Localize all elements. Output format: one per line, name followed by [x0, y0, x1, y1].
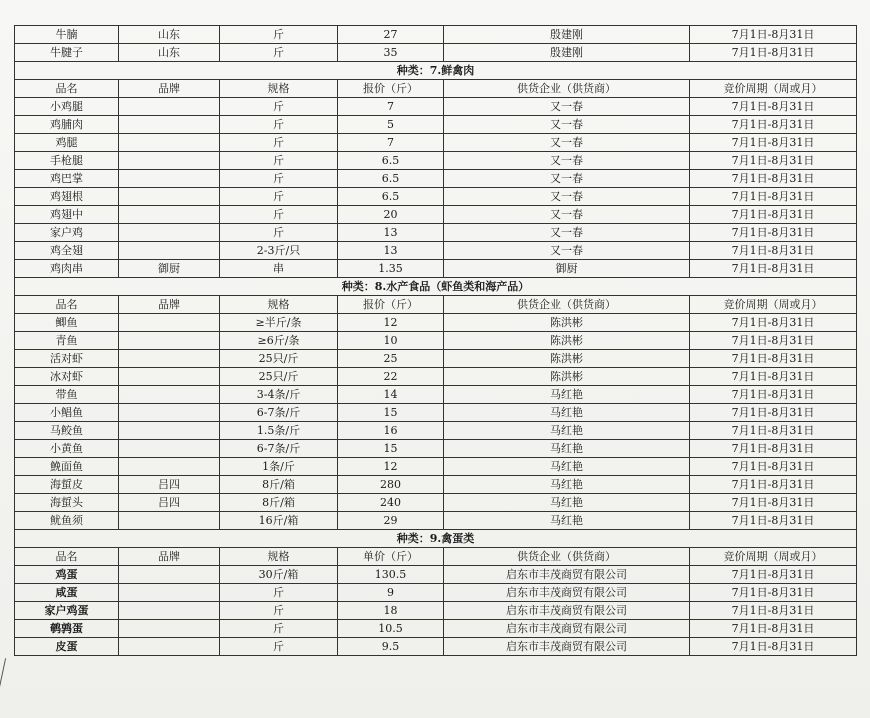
table-cell: 串 — [220, 260, 338, 278]
table-cell: 鸡翅根 — [15, 188, 119, 206]
column-header: 报价（斤） — [338, 296, 444, 314]
table-cell: 殷建刚 — [444, 26, 690, 44]
table-cell: 殷建刚 — [444, 44, 690, 62]
table-cell: 启东市丰茂商贸有限公司 — [444, 566, 690, 584]
table-cell: 鸡全翅 — [15, 242, 119, 260]
table-cell: 15 — [338, 404, 444, 422]
table-cell: 7月1日-8月31日 — [690, 620, 857, 638]
table-cell: 7月1日-8月31日 — [690, 242, 857, 260]
table-row — [15, 638, 857, 656]
table-cell: 7月1日-8月31日 — [690, 458, 857, 476]
column-header: 品名 — [15, 296, 119, 314]
column-header: 报价（斤） — [338, 80, 444, 98]
table-cell: 7月1日-8月31日 — [690, 332, 857, 350]
table-cell: 海蜇头 — [15, 494, 119, 512]
table-cell — [119, 206, 220, 224]
table-cell: 斤 — [220, 116, 338, 134]
table-cell: 斤 — [220, 152, 338, 170]
table-cell: 鹌鹑蛋 — [15, 620, 119, 638]
table-cell: 马红艳 — [444, 422, 690, 440]
table-cell: 鮸面鱼 — [15, 458, 119, 476]
table-cell: 10 — [338, 332, 444, 350]
table-cell: 带鱼 — [15, 386, 119, 404]
column-header: 规格 — [220, 80, 338, 98]
table-cell: 7月1日-8月31日 — [690, 368, 857, 386]
table-cell: 1.5条/斤 — [220, 422, 338, 440]
table-row — [15, 260, 857, 278]
table-row — [15, 458, 857, 476]
table-cell: 又一春 — [444, 206, 690, 224]
table-row — [15, 44, 857, 62]
table-cell: 7月1日-8月31日 — [690, 134, 857, 152]
category-title: 种类：7.鲜禽肉 — [15, 62, 857, 80]
table-cell: 25只/斤 — [220, 368, 338, 386]
table-cell: 马红艳 — [444, 512, 690, 530]
table-cell: 又一春 — [444, 170, 690, 188]
table-cell — [119, 152, 220, 170]
table-cell: 马红艳 — [444, 440, 690, 458]
table-cell: 马红艳 — [444, 494, 690, 512]
column-header: 品名 — [15, 80, 119, 98]
table-cell: 又一春 — [444, 188, 690, 206]
column-header: 单价（斤） — [338, 548, 444, 566]
table-cell: 又一春 — [444, 134, 690, 152]
table-cell: 家户鸡蛋 — [15, 602, 119, 620]
table-cell: 小鲳鱼 — [15, 404, 119, 422]
table-cell: 27 — [338, 26, 444, 44]
table-cell — [119, 332, 220, 350]
table-row — [15, 314, 857, 332]
table-cell: 7月1日-8月31日 — [690, 170, 857, 188]
table-cell: ≥半斤/条 — [220, 314, 338, 332]
table-cell: 启东市丰茂商贸有限公司 — [444, 638, 690, 656]
table-cell: 7月1日-8月31日 — [690, 26, 857, 44]
table-cell — [119, 170, 220, 188]
column-header: 规格 — [220, 296, 338, 314]
table-cell: 启东市丰茂商贸有限公司 — [444, 602, 690, 620]
table-cell: 15 — [338, 440, 444, 458]
table-cell: 陈洪彬 — [444, 332, 690, 350]
table-cell: 7 — [338, 98, 444, 116]
table-cell: 斤 — [220, 224, 338, 242]
table-row — [15, 368, 857, 386]
table-cell — [119, 512, 220, 530]
table-cell — [119, 422, 220, 440]
table-cell: 7月1日-8月31日 — [690, 314, 857, 332]
table-cell: 斤 — [220, 44, 338, 62]
table-row — [15, 512, 857, 530]
table-cell: 牛腱子 — [15, 44, 119, 62]
table-row — [15, 584, 857, 602]
table-cell: 鸡翅中 — [15, 206, 119, 224]
table-cell: 29 — [338, 512, 444, 530]
category-row — [15, 278, 857, 296]
table-cell: 7月1日-8月31日 — [690, 584, 857, 602]
price-table — [14, 25, 857, 656]
column-header: 品牌 — [119, 80, 220, 98]
table-row — [15, 332, 857, 350]
table-cell — [119, 458, 220, 476]
table-cell: 7月1日-8月31日 — [690, 404, 857, 422]
category-title: 种类：9.禽蛋类 — [15, 530, 857, 548]
table-cell — [119, 224, 220, 242]
table-row — [15, 134, 857, 152]
table-cell: 鱿鱼须 — [15, 512, 119, 530]
table-cell: 鸡肉串 — [15, 260, 119, 278]
table-cell: 13 — [338, 242, 444, 260]
table-cell: 家户鸡 — [15, 224, 119, 242]
table-row — [15, 620, 857, 638]
table-cell: 7月1日-8月31日 — [690, 206, 857, 224]
table-cell: 斤 — [220, 134, 338, 152]
column-header: 竞价周期（周或月） — [690, 548, 857, 566]
table-cell: 手枪腿 — [15, 152, 119, 170]
table-cell: 7月1日-8月31日 — [690, 116, 857, 134]
table-cell: 咸蛋 — [15, 584, 119, 602]
table-cell: 30斤/箱 — [220, 566, 338, 584]
table-row — [15, 404, 857, 422]
table-cell — [119, 386, 220, 404]
table-row — [15, 224, 857, 242]
table-cell — [119, 638, 220, 656]
table-cell: 鸡蛋 — [15, 566, 119, 584]
table-cell: 7月1日-8月31日 — [690, 350, 857, 368]
table-cell — [119, 116, 220, 134]
table-cell — [119, 566, 220, 584]
category-row — [15, 62, 857, 80]
table-cell — [119, 620, 220, 638]
table-cell: 7月1日-8月31日 — [690, 638, 857, 656]
table-cell: 25 — [338, 350, 444, 368]
table-cell: 13 — [338, 224, 444, 242]
table-cell: 7月1日-8月31日 — [690, 152, 857, 170]
table-cell: 16斤/箱 — [220, 512, 338, 530]
header-row — [15, 296, 857, 314]
table-cell: 斤 — [220, 206, 338, 224]
table-cell: ≥6斤/条 — [220, 332, 338, 350]
price-table-body — [15, 26, 857, 656]
table-cell: 22 — [338, 368, 444, 386]
table-cell: 马红艳 — [444, 458, 690, 476]
table-cell: 吕四 — [119, 494, 220, 512]
column-header: 规格 — [220, 548, 338, 566]
table-cell — [119, 602, 220, 620]
table-cell: 鸡脯肉 — [15, 116, 119, 134]
table-cell: 又一春 — [444, 242, 690, 260]
table-cell: 6.5 — [338, 188, 444, 206]
table-cell: 斤 — [220, 602, 338, 620]
table-cell: 又一春 — [444, 116, 690, 134]
table-cell: 斤 — [220, 26, 338, 44]
table-cell — [119, 404, 220, 422]
table-cell: 鲫鱼 — [15, 314, 119, 332]
table-cell: 启东市丰茂商贸有限公司 — [444, 620, 690, 638]
table-row — [15, 188, 857, 206]
table-row — [15, 116, 857, 134]
table-cell: 1.35 — [338, 260, 444, 278]
table-cell: 马鲛鱼 — [15, 422, 119, 440]
table-cell: 16 — [338, 422, 444, 440]
table-row — [15, 422, 857, 440]
table-cell: 14 — [338, 386, 444, 404]
table-row — [15, 98, 857, 116]
table-cell — [119, 314, 220, 332]
table-row — [15, 494, 857, 512]
table-cell: 6-7条/斤 — [220, 440, 338, 458]
table-cell: 小鸡腿 — [15, 98, 119, 116]
table-row — [15, 152, 857, 170]
table-cell: 6.5 — [338, 170, 444, 188]
table-cell: 又一春 — [444, 98, 690, 116]
table-cell: 鸡腿 — [15, 134, 119, 152]
table-cell: 7月1日-8月31日 — [690, 386, 857, 404]
table-row — [15, 476, 857, 494]
table-cell: 启东市丰茂商贸有限公司 — [444, 584, 690, 602]
table-row — [15, 566, 857, 584]
header-row — [15, 80, 857, 98]
table-row — [15, 440, 857, 458]
table-cell — [119, 98, 220, 116]
table-cell: 1条/斤 — [220, 458, 338, 476]
table-cell: 海蜇皮 — [15, 476, 119, 494]
table-cell: 活对虾 — [15, 350, 119, 368]
table-cell: 7月1日-8月31日 — [690, 566, 857, 584]
table-cell: 7月1日-8月31日 — [690, 440, 857, 458]
table-cell: 8斤/箱 — [220, 494, 338, 512]
table-cell: 吕四 — [119, 476, 220, 494]
header-row — [15, 548, 857, 566]
table-cell — [119, 368, 220, 386]
table-cell: 6-7条/斤 — [220, 404, 338, 422]
column-header: 品名 — [15, 548, 119, 566]
table-row — [15, 386, 857, 404]
column-header: 供货企业（供货商） — [444, 296, 690, 314]
column-header: 竞价周期（周或月） — [690, 80, 857, 98]
table-cell — [119, 440, 220, 458]
table-cell: 斤 — [220, 584, 338, 602]
table-cell: 斤 — [220, 98, 338, 116]
table-cell: 6.5 — [338, 152, 444, 170]
column-header: 供货企业（供货商） — [444, 548, 690, 566]
table-row — [15, 26, 857, 44]
table-cell: 斤 — [220, 170, 338, 188]
table-cell: 7月1日-8月31日 — [690, 44, 857, 62]
table-cell — [119, 584, 220, 602]
table-cell: 9 — [338, 584, 444, 602]
table-cell: 7月1日-8月31日 — [690, 188, 857, 206]
table-cell: 240 — [338, 494, 444, 512]
table-cell: 7月1日-8月31日 — [690, 224, 857, 242]
table-cell: 7月1日-8月31日 — [690, 476, 857, 494]
category-row — [15, 530, 857, 548]
column-header: 品牌 — [119, 548, 220, 566]
table-cell: 7月1日-8月31日 — [690, 98, 857, 116]
table-cell: 7月1日-8月31日 — [690, 512, 857, 530]
scan-mark — [0, 658, 6, 688]
table-cell: 18 — [338, 602, 444, 620]
table-row — [15, 242, 857, 260]
table-cell: 马红艳 — [444, 386, 690, 404]
table-cell: 马红艳 — [444, 404, 690, 422]
table-cell: 御厨 — [444, 260, 690, 278]
table-cell: 御厨 — [119, 260, 220, 278]
table-cell: 鸡巴掌 — [15, 170, 119, 188]
table-row — [15, 170, 857, 188]
table-cell: 35 — [338, 44, 444, 62]
table-cell: 8斤/箱 — [220, 476, 338, 494]
table-cell: 5 — [338, 116, 444, 134]
table-cell: 马红艳 — [444, 476, 690, 494]
table-cell: 130.5 — [338, 566, 444, 584]
table-cell — [119, 134, 220, 152]
table-row — [15, 602, 857, 620]
table-cell: 9.5 — [338, 638, 444, 656]
table-cell — [119, 188, 220, 206]
table-cell: 皮蛋 — [15, 638, 119, 656]
table-cell: 陈洪彬 — [444, 350, 690, 368]
table-cell — [119, 242, 220, 260]
table-cell: 斤 — [220, 620, 338, 638]
table-cell: 小黄鱼 — [15, 440, 119, 458]
table-cell: 280 — [338, 476, 444, 494]
table-cell: 陈洪彬 — [444, 314, 690, 332]
category-title: 种类：8.水产食品（虾鱼类和海产品） — [15, 278, 857, 296]
table-cell: 25只/斤 — [220, 350, 338, 368]
table-cell: 7月1日-8月31日 — [690, 422, 857, 440]
table-cell: 山东 — [119, 44, 220, 62]
table-cell: 山东 — [119, 26, 220, 44]
table-cell: 牛腩 — [15, 26, 119, 44]
table-cell: 7月1日-8月31日 — [690, 260, 857, 278]
table-cell: 10.5 — [338, 620, 444, 638]
column-header: 竞价周期（周或月） — [690, 296, 857, 314]
table-cell: 3-4条/斤 — [220, 386, 338, 404]
table-cell: 陈洪彬 — [444, 368, 690, 386]
table-cell: 斤 — [220, 188, 338, 206]
table-cell: 7月1日-8月31日 — [690, 602, 857, 620]
column-header: 供货企业（供货商） — [444, 80, 690, 98]
table-cell: 2-3斤/只 — [220, 242, 338, 260]
column-header: 品牌 — [119, 296, 220, 314]
table-row — [15, 350, 857, 368]
table-cell: 又一春 — [444, 152, 690, 170]
table-cell: 20 — [338, 206, 444, 224]
table-cell: 又一春 — [444, 224, 690, 242]
table-cell: 12 — [338, 314, 444, 332]
table-cell: 7 — [338, 134, 444, 152]
table-cell: 7月1日-8月31日 — [690, 494, 857, 512]
table-cell: 12 — [338, 458, 444, 476]
table-cell: 冰对虾 — [15, 368, 119, 386]
table-cell: 青鱼 — [15, 332, 119, 350]
table-cell — [119, 350, 220, 368]
table-row — [15, 206, 857, 224]
table-cell: 斤 — [220, 638, 338, 656]
